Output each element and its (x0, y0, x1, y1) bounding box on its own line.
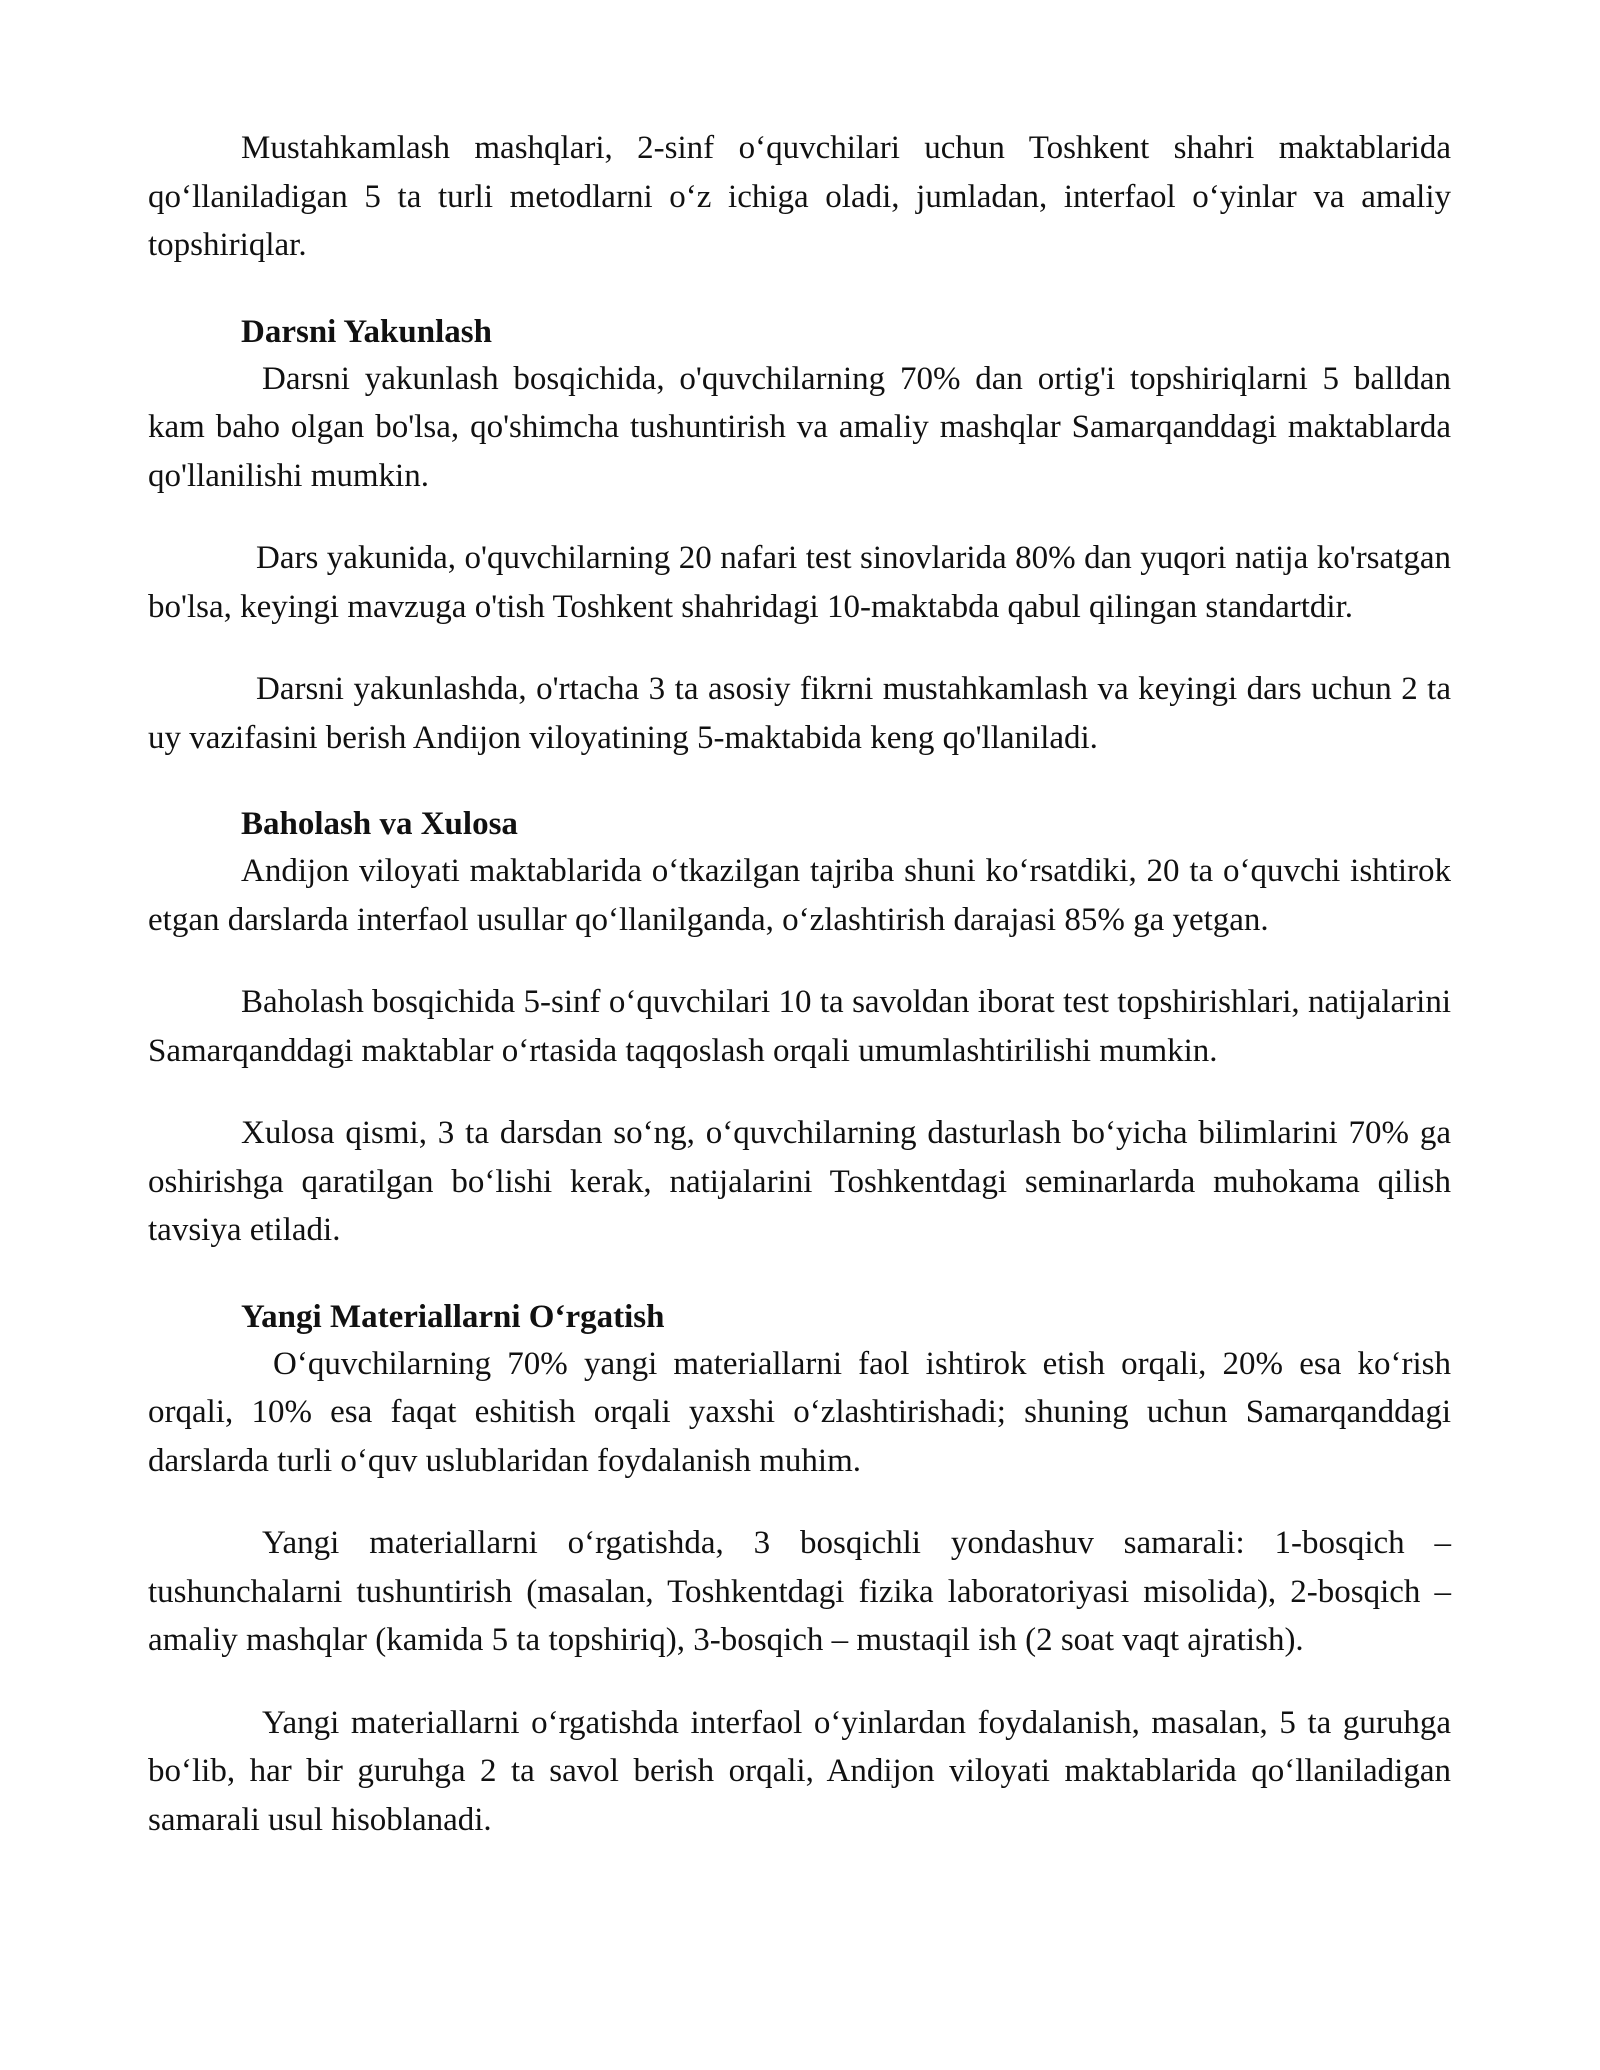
body-paragraph: O‘quvchilarning 70% yangi materiallarni faol ishtirok etish orqali, 20% esa ko‘rish orqali, 10% esa faqat eshitish orqali yaxshi o‘zlashtirishadi; shuning uchun Samarqanddagi darslarda turli o‘quv uslublaridan foydalanish muhim. (148, 1345, 1451, 1479)
section-heading: Darsni Yakunlash (241, 313, 492, 350)
body-paragraph: Yangi materiallarni o‘rgatishda, 3 bosqichli yondashuv samarali: 1-bosqich – tushunchalarni tushuntirish (masalan, Toshkentdagi fizika laboratoriyasi misolida), 2-bosqich – amaliy mashqlar (kamida 5 ta topshiriq), 3-bosqich – mustaqil ish (2 soat vaqt ajratish). (148, 1525, 1451, 1658)
body-paragraph: Xulosa qismi, 3 ta darsdan so‘ng, o‘quvchilarning dasturlash bo‘yicha bilimlarini 70% ga oshirishga qaratilgan bo‘lishi kerak, natijalarini Toshkentdagi seminarlarda muhokama qilish tavsiya etiladi. (148, 1115, 1451, 1248)
section-heading: Yangi Materiallarni O‘rgatish (241, 1298, 665, 1335)
intro-paragraph: Mustahkamlash mashqlari, 2-sinf o‘quvchilari uchun Toshkent shahri maktablarida qo‘llaniladigan 5 ta turli metodlarni o‘z ichiga oladi, jumladan, interfaol o‘yinlar va amaliy topshiriqlar. (148, 130, 1451, 263)
body-paragraph: Dars yakunida, o'quvchilarning 20 nafari test sinovlarida 80% dan yuqori natija ko'rsatgan bo'lsa, keyingi mavzuga o'tish Toshkent shahridagi 10-maktabda qabul qilingan standartdir. (148, 540, 1451, 625)
body-paragraph: Darsni yakunlashda, o'rtacha 3 ta asosiy fikrni mustahkamlash va keyingi dars uchun 2 ta uy vazifasini berish Andijon viloyatining 5-maktabida keng qo'llaniladi. (148, 671, 1451, 756)
body-paragraph: Baholash bosqichida 5-sinf o‘quvchilari 10 ta savoldan iborat test topshirishlari, natijalarini Samarqanddagi maktablar o‘rtasida taqqoslash orqali umumlashtirilishi mumkin. (148, 984, 1451, 1069)
section-heading: Baholash va Xulosa (241, 806, 518, 842)
body-paragraph: Andijon viloyati maktablarida o‘tkazilgan tajriba shuni ko‘rsatdiki, 20 ta o‘quvchi ishtirok etgan darslarda interfaol usullar qo‘llanilganda, o‘zlashtirish darajasi 85% ga yetgan. (148, 853, 1451, 938)
section-darsni-yakunlash (148, 310, 1451, 763)
section-yangi-materiallarni-orgatish (148, 1295, 1451, 1845)
document-body (148, 124, 1451, 1844)
section-baholash-va-xulosa (148, 802, 1451, 1255)
body-paragraph: Yangi materiallarni o‘rgatishda interfaol o‘yinlardan foydalanish, masalan, 5 ta guruhga bo‘lib, har bir guruhga 2 ta savol berish orqali, Andijon viloyati maktablarida qo‘llaniladigan samarali usul hisoblanadi. (148, 1704, 1451, 1838)
body-paragraph: Darsni yakunlash bosqichida, o'quvchilarning 70% dan ortig'i topshiriqlarni 5 balldan kam baho olgan bo'lsa, qo'shimcha tushuntirish va amaliy mashqlar Samarqanddagi maktablarda qo'llanilishi mumkin. (148, 360, 1451, 494)
